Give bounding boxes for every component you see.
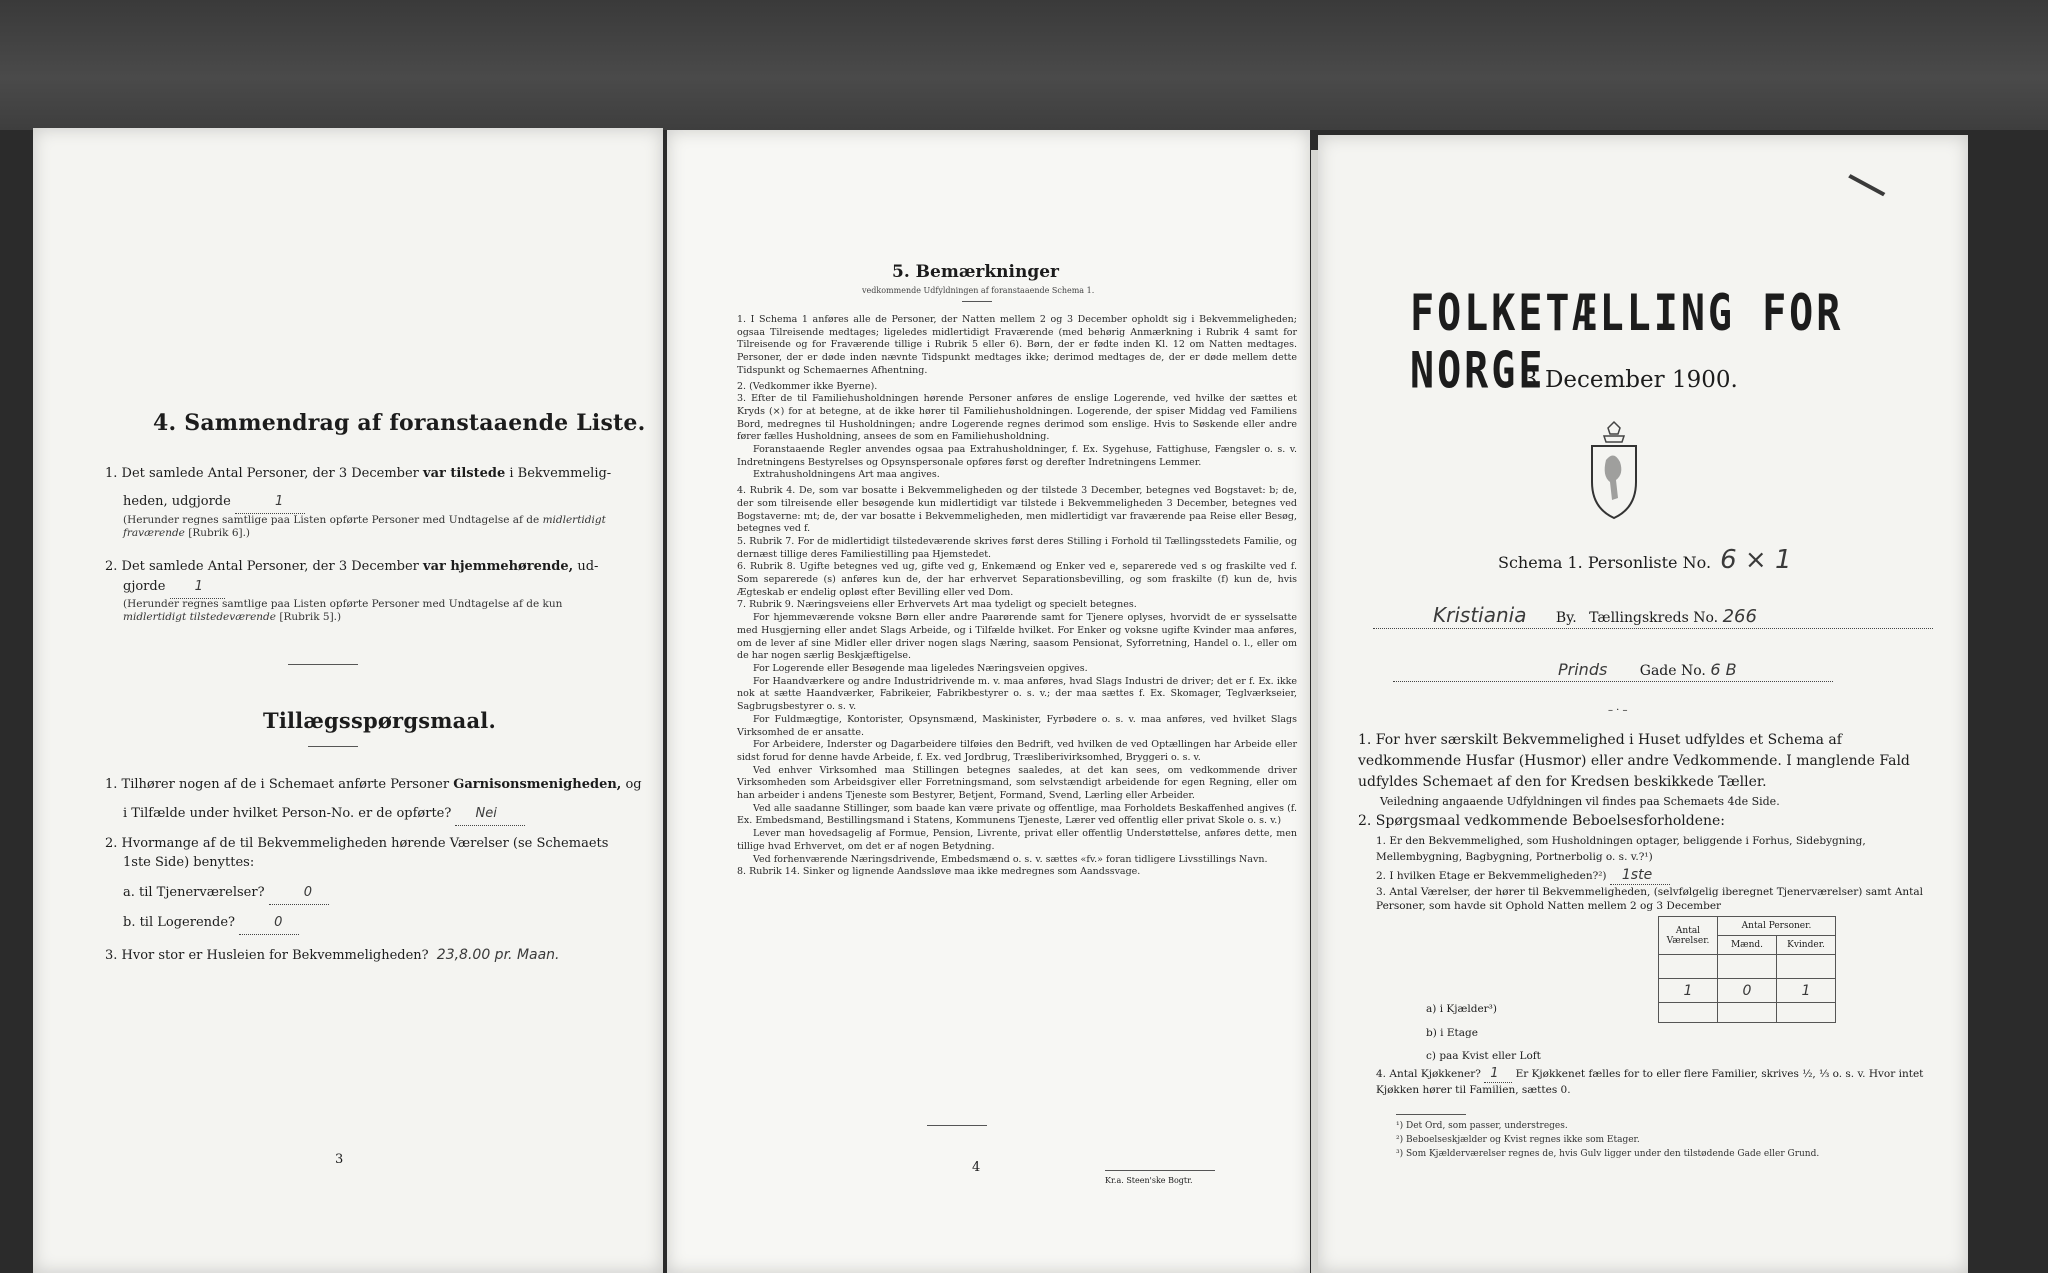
page-edge	[1311, 150, 1318, 1273]
housing-question-3: 3. Antal Værelser, der hører til Bekvemmeligheden, (selvfølgelig iberegnet Tjenerværelser) samt Antal Personer, som havde sit Ophold Natten mellem 2 og 3 December	[1376, 886, 1923, 912]
page-number: 3	[335, 1152, 344, 1167]
supp-question-2-line2: 1ste Side) benyttes:	[123, 855, 255, 870]
page-middle	[667, 130, 1310, 1273]
schema-line: Schema 1. Personliste No. 6 × 1	[1498, 545, 1792, 575]
footnote-3: ³) Som Kjælderværelser regnes de, hvis Gulv ligger under den tilstødende Gade eller Grund.	[1396, 1149, 1820, 1159]
col-men: Mænd.	[1718, 936, 1777, 955]
supp-question-1: 1. Tilhører nogen af de i Schemaet anførte Personer Garnisonsmenigheden, og	[105, 777, 642, 792]
page-number: 4	[972, 1160, 981, 1175]
instruction-1-note: Veiledning angaaende Udfyldningen vil findes paa Schemaets 4de Side.	[1380, 795, 1780, 808]
instruction-2: 2. Spørgsmaal vedkommende Beboelsesforholdene:	[1358, 813, 1726, 829]
supp-question-1-line2: i Tilfælde under hvilket Person-No. er de opførte? Nei	[123, 803, 525, 826]
house-number: 6 B	[1710, 660, 1737, 679]
question-1-line2: heden, udgjorde 1	[123, 491, 305, 514]
remark-7-c: For Haandværkere og andre Industridrivende m. v. maa anføres, hvad Slags Industri de driver; det er f. Ex. ikke nok at sætte Haandværker, Fabrikeier, Fabrikbestyrer o. s. v.; der maa sættes f. Ex. Skomager, Teglværkseier, Sagbrugsbestyrer o. s. v.	[737, 675, 1297, 713]
street-name: Prinds	[1558, 660, 1608, 679]
remark-2: 2. (Vedkommer ikke Byerne).	[737, 380, 878, 392]
remark-7-g: Ved alle saadanne Stillinger, som baade kan være private og offentlige, maa Forholdets Beskaffenhed angives (f. Ex. Embedsmand, Bestillingsmand i Statens, Kommunens Tjeneste, Lærer ved offentlig eller privat Skole o. s. v.)	[737, 802, 1297, 827]
remarks-text	[737, 314, 1297, 879]
scan-background	[0, 0, 2048, 130]
divider	[308, 746, 358, 747]
remarks-heading: 5. Bemærkninger	[892, 262, 1059, 282]
remark-3-kind: Extrahusholdningens Art maa angives.	[753, 469, 940, 481]
floor-answer: 1ste	[1621, 867, 1653, 883]
printer-mark: Kr.a. Steen'ske Bogtr.	[1105, 1176, 1193, 1185]
remark-8: 8. Rubrik 14. Sinker og lignende Aandssløve maa ikke medregnes som Aandssvage.	[737, 866, 1141, 878]
col-rooms: Antal Værelser.	[1659, 917, 1718, 955]
question-2-note: (Herunder regnes samtlige paa Listen opførte Personer med Undtagelse af de kun midlertidigt tilstedeværende [Rubrik 5].)	[123, 598, 563, 623]
question-2-line2: gjorde 1	[123, 576, 225, 599]
housing-question-2: 2. I hvilken Etage er Bekvemmeligheden?²) 1ste	[1376, 867, 1670, 885]
row-cellar: a) i Kjælder³)	[1426, 1003, 1497, 1015]
supp-question-2b: b. til Logerende? 0	[123, 912, 299, 935]
divider	[927, 1125, 987, 1126]
census-title: FOLKETÆLLING FOR NORGE	[1410, 285, 1844, 400]
remark-7: 7. Rubrik 9. Næringsveiens eller Erhvervets Art maa tydeligt og specielt betegnes.	[737, 599, 1137, 611]
kitchen-answer: 1	[1490, 1066, 1499, 1081]
question-1-note: (Herunder regnes samtlige paa Listen opførte Personer med Undtagelse af de midlertidigt fraværende [Rubrik 6].)	[123, 514, 606, 539]
remark-7-d: For Fuldmægtige, Kontorister, Opsynsmænd, Maskinister, Fyrbødere o. s. v. maa anføres, ved hvilket Slags Virksomhed de er ansatte.	[737, 713, 1297, 738]
col-persons: Antal Personer.	[1718, 917, 1836, 936]
answer-servant-rooms: 0	[303, 885, 312, 900]
divider	[288, 664, 358, 665]
remark-3: 3. Efter de til Familiehusholdningen hørende Personer anføres de enslige Logerende, ved hvilke der sættes et Kryds (×) for at betegne, at de ikke hører til Familiehusholdningen. Logerende, der spiser Middag ved Familiens Bord, medregnes til Husholdningen; andre Logerende regnes derimod som enslige. Hvis to Søskende eller andre fører fælles Husholdning, ansees de som en Familiehusholdning.	[737, 393, 1297, 443]
supp-question-2a: a. til Tjenerværelser? 0	[123, 882, 329, 905]
remark-3-extra: Foranstaaende Regler anvendes ogsaa paa Extrahusholdninger, f. Ex. Sygehuse, Fattighuse, Fængsler o. s. v. Indretningens Bestyrelses og Opsynspersonale opføres først og derefter Indretningens Lemmer.	[737, 444, 1297, 468]
coat-of-arms-icon	[1588, 420, 1640, 524]
footnote-divider	[1396, 1114, 1466, 1115]
remark-5: 5. Rubrik 7. For de midlertidigt tilstedeværende skrives først deres Stilling i Forhold til Tællingsstedets Familie, og dernæst tillige deres Familiestilling paa Hjemstedet.	[737, 535, 1297, 560]
remark-6: 6. Rubrik 8. Ugifte betegnes ved ug, gifte ved g, Enkemænd og Enker ved e, separerede ved s og fraskilte ved f. Som separerede (s) anføres kun de, der har erhvervet Separationsbevilling, og som fraskilte (f) kun de, hvis Ægteskab er endelig opløst efter Bevilling eller ved Dom.	[737, 561, 1297, 598]
question-1: 1. Det samlede Antal Personer, der 3 December var tilstede i Bekvemmelig-	[105, 466, 612, 481]
col-women: Kvinder.	[1777, 936, 1836, 955]
rooms-table	[1658, 916, 1836, 1023]
remarks-subtitle: vedkommende Udfyldningen af foranstaaende Schema 1.	[862, 286, 1095, 295]
page-left	[33, 128, 663, 1273]
row-attic: c) paa Kvist eller Loft	[1426, 1050, 1541, 1062]
remark-4: 4. Rubrik 4. De, som var bosatte i Bekvemmeligheden og der tilstede 3 December, betegnes ved Bogstavet: b; de, der som tilreisende eller besøgende kun midlertidigt var tilstede i Bekvemmeligheden 3 December, betegnes ved Bogstaverne: mt; de, der var bosatte i Bekvemmeligheden, men midlertidigt var fraværende paa Reise eller Besøg, betegnes ved f.	[737, 485, 1297, 535]
divider	[962, 301, 992, 302]
footnote-2: ²) Beboelseskjælder og Kvist regnes ikke som Etager.	[1396, 1135, 1640, 1145]
answer-rent: 23,8.00 pr. Maan.	[436, 947, 560, 963]
divider	[1105, 1170, 1215, 1171]
housing-question-4: 4. Antal Kjøkkener? 1 Er Kjøkkenet fælles for to eller flere Familier, skrives ½, ⅓ o. s. v. Hvor intet Kjøkken hører til Familien, sættes 0.	[1376, 1066, 1924, 1096]
city-line: Kristiania By. Tællingskreds No. 266	[1373, 605, 1933, 629]
street-line: Prinds Gade No. 6 B	[1393, 660, 1833, 682]
census-date: 3 December 1900.	[1523, 367, 1738, 393]
remark-7-a: For hjemmeværende voksne Børn eller andre Paarørende samt for Tjenere oplyses, hvorvidt de er sysselsatte med Husgjerning eller andet Slags Arbeide, og i Tilfælde hvilket. For Enker og voksne ugifte Kvinder maa anføres, om de lever af sine Midler eller driver nogen slags Næring, saasom Pensionat, Syforretning, Handel o. l., eller om de har nogen særlig Beskjæftigelse.	[737, 612, 1297, 662]
supp-question-2: 2. Hvormange af de til Bekvemmeligheden hørende Værelser (se Schemaets	[105, 836, 609, 851]
remark-7-b: For Logerende eller Besøgende maa ligeledes Næringsveien opgives.	[753, 662, 1088, 674]
schema-number: 6 × 1	[1720, 545, 1792, 575]
remark-1: 1. I Schema 1 anføres alle de Personer, der Natten mellem 2 og 3 December opholdt sig i Bekvemmeligheden; ogsaa Tilreisende medtages; ligeledes midlertidigt Fraværende (med behørig Anmærkning i Rubrik 4 samt for Tilreisende og for Fraværende tillige i Rubrik 5 eller 6). Børn, der er fødte inden Kl. 12 om Natten medtages. Personer, der er døde inden nævnte Tidspunkt medtages ikke; derimod medtages de, der er døde mellem dette Tidspunkt og Schemaernes Afhentning.	[737, 314, 1297, 376]
corner-mark: \	[1838, 162, 1894, 208]
question-2: 2. Det samlede Antal Personer, der 3 December var hjemmehørende, ud-	[105, 559, 599, 574]
ornament-divider: – · –	[1608, 705, 1628, 716]
remark-7-h: Lever man hovedsagelig af Formue, Pension, Livrente, privat eller offentlig Understøttelse, anføres dette, men tillige hvad Erhvervet, om det er af nogen Betydning.	[737, 828, 1297, 852]
city-name: Kristiania	[1433, 603, 1527, 627]
answer-lodger-rooms: 0	[274, 915, 283, 930]
page-right	[1318, 135, 1968, 1273]
remark-7-i: Ved forhenværende Næringsdrivende, Embedsmænd o. s. v. sættes «fv.» foran tidligere Livsstillings Navn.	[753, 853, 1268, 865]
instruction-1: 1. For hver særskilt Bekvemmelighed i Huset udfyldes et Schema af vedkommende Husfar (Husmor) eller andre Vedkommende. I manglende Fald udfyldes Schemaet af den for Kredsen beskikkede Tæller.	[1358, 732, 1910, 790]
answer-2: 1	[194, 579, 203, 594]
district-number: 266	[1722, 606, 1757, 627]
housing-question-1: 1. Er den Bekvemmelighed, som Husholdningen optager, beliggende i Forhus, Sidebygning, Mellembygning, Bagbygning, Portnerbolig o. s. v.?¹)	[1376, 835, 1866, 863]
remark-7-f: Ved enhver Virksomhed maa Stillingen betegnes saaledes, at det kan sees, om vedkommende driver Virksomheden som Arbeidsgiver eller Forretningsmand, som selvstændigt arbeidende for egen Regning, eller om han arbeider i andens Tjeneste som Bestyrer, Betjent, Formand, Svend, Lærling eller Arbeider.	[737, 764, 1297, 802]
men-floor-value: 0	[1718, 979, 1777, 1003]
rooms-floor-value: 1	[1659, 979, 1718, 1003]
supplementary-heading: Tillægsspørgsmaal.	[263, 708, 496, 733]
answer-garrison: Nei	[475, 806, 497, 821]
row-floor: b) i Etage	[1426, 1027, 1478, 1039]
summary-heading: 4. Sammendrag af foranstaaende Liste.	[153, 410, 646, 436]
footnote-1: ¹) Det Ord, som passer, understreges.	[1396, 1121, 1568, 1131]
supp-question-3: 3. Hvor stor er Husleien for Bekvemmeligheden? 23,8.00 pr. Maan.	[105, 947, 560, 963]
women-floor-value: 1	[1777, 979, 1836, 1003]
answer-1: 1	[274, 494, 284, 509]
remark-7-e: For Arbeidere, Inderster og Dagarbeidere tilføies den Bedrift, ved hvilken de ved Optællingen har Arbeide eller sidst forud for denne havde Arbeide, f. Ex. ved Jordbrug, Træsliberivirksomhed, Bryggeri o. s. v.	[737, 739, 1297, 763]
